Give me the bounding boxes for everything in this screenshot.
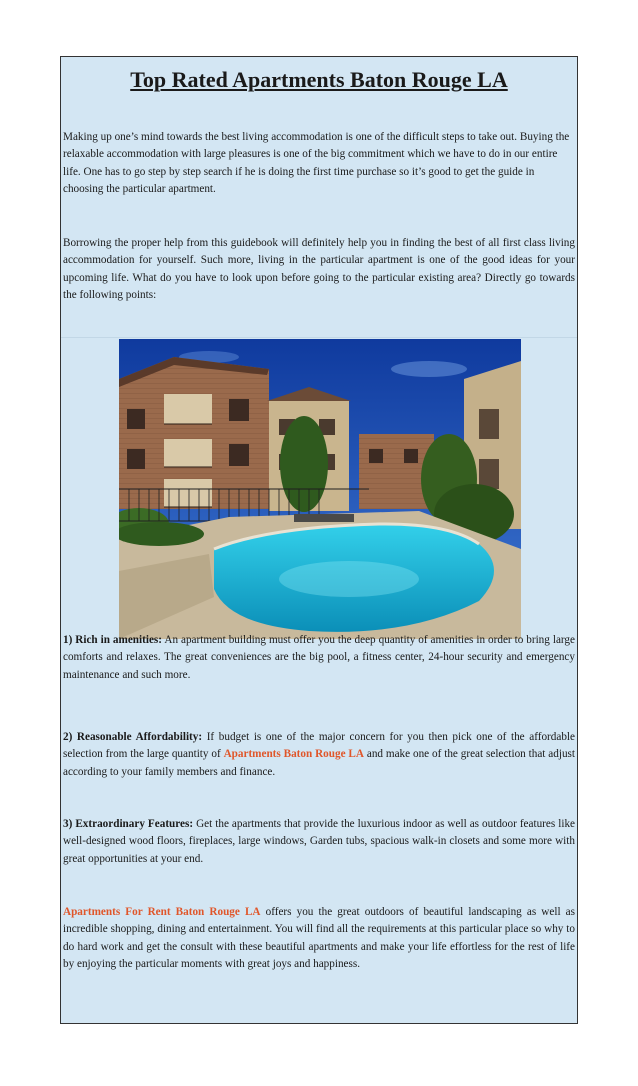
point-3-text: Get the apartments that provide the luxurious indoor as well as outdoor features like well-designed wood floors, fireplaces, large windows, Garden tubs, spacious walk-in closets and some more with great opportunities at your end. — [63, 818, 576, 865]
intro-paragraph-1: Making up one’s mind towards the best living accommodation is one of the difficult steps to take out. Buying the relaxable accommodation with large pleasures is one of the big commitment which we have to do in our entire life. One has to go step by step search if he is doing the first time purchase so it’s good to get the guide in choosing the particular apartment. — [63, 131, 570, 196]
point-2-label: 2) Reasonable Affordability: — [63, 731, 203, 743]
closing-text: offers you the great outdoors of beautiful landscaping as well as incredible shopping, dining and entertainment. You will find all the requirements at this particular place so why to do hard work and get the consult with these beautiful apartments and make your life effortless for the rest of life by enjoying the particular moments with great joys and happiness. — [63, 906, 575, 971]
point-3-label: 3) Extraordinary Features: — [63, 818, 194, 830]
apartment-pool-photo — [119, 339, 521, 639]
point-1 — [63, 632, 575, 684]
divider — [61, 337, 577, 338]
point-3 — [63, 816, 575, 868]
apartments-baton-rouge-link[interactable]: Apartments Baton Rouge LA — [223, 748, 364, 761]
intro-paragraph-2: Borrowing the proper help from this guidebook will definitely help you in finding the best of all first class living accommodation for yourself. Such more, living in the particular apartment is one of the good ideas for your upcoming life. What do you have to look upon before going to the particular existing area? Directly go towards the following points: — [63, 237, 575, 302]
point-1-text: An apartment building must offer you the deep quantity of amenities in order to bring large comforts and relaxes. The great conveniences are the big pool, a fitness center, 24-hour security and emergency maintenance and such more. — [63, 634, 575, 681]
page-title: Top Rated Apartments Baton Rouge LA — [130, 67, 508, 92]
point-2 — [63, 729, 575, 781]
closing-paragraph — [63, 904, 575, 974]
point-1-label: 1) Rich in amenities: — [63, 634, 163, 646]
document-panel — [60, 56, 578, 1024]
apartments-for-rent-link[interactable]: Apartments For Rent Baton Rouge LA — [63, 906, 261, 918]
point-2-text-before: If budget is one of the major concern for you then pick one of the affordable selection from the large quantity of — [63, 731, 575, 761]
point-2-text-after: and make one of the great selection that adjust according to your family members and finance. — [63, 748, 576, 778]
